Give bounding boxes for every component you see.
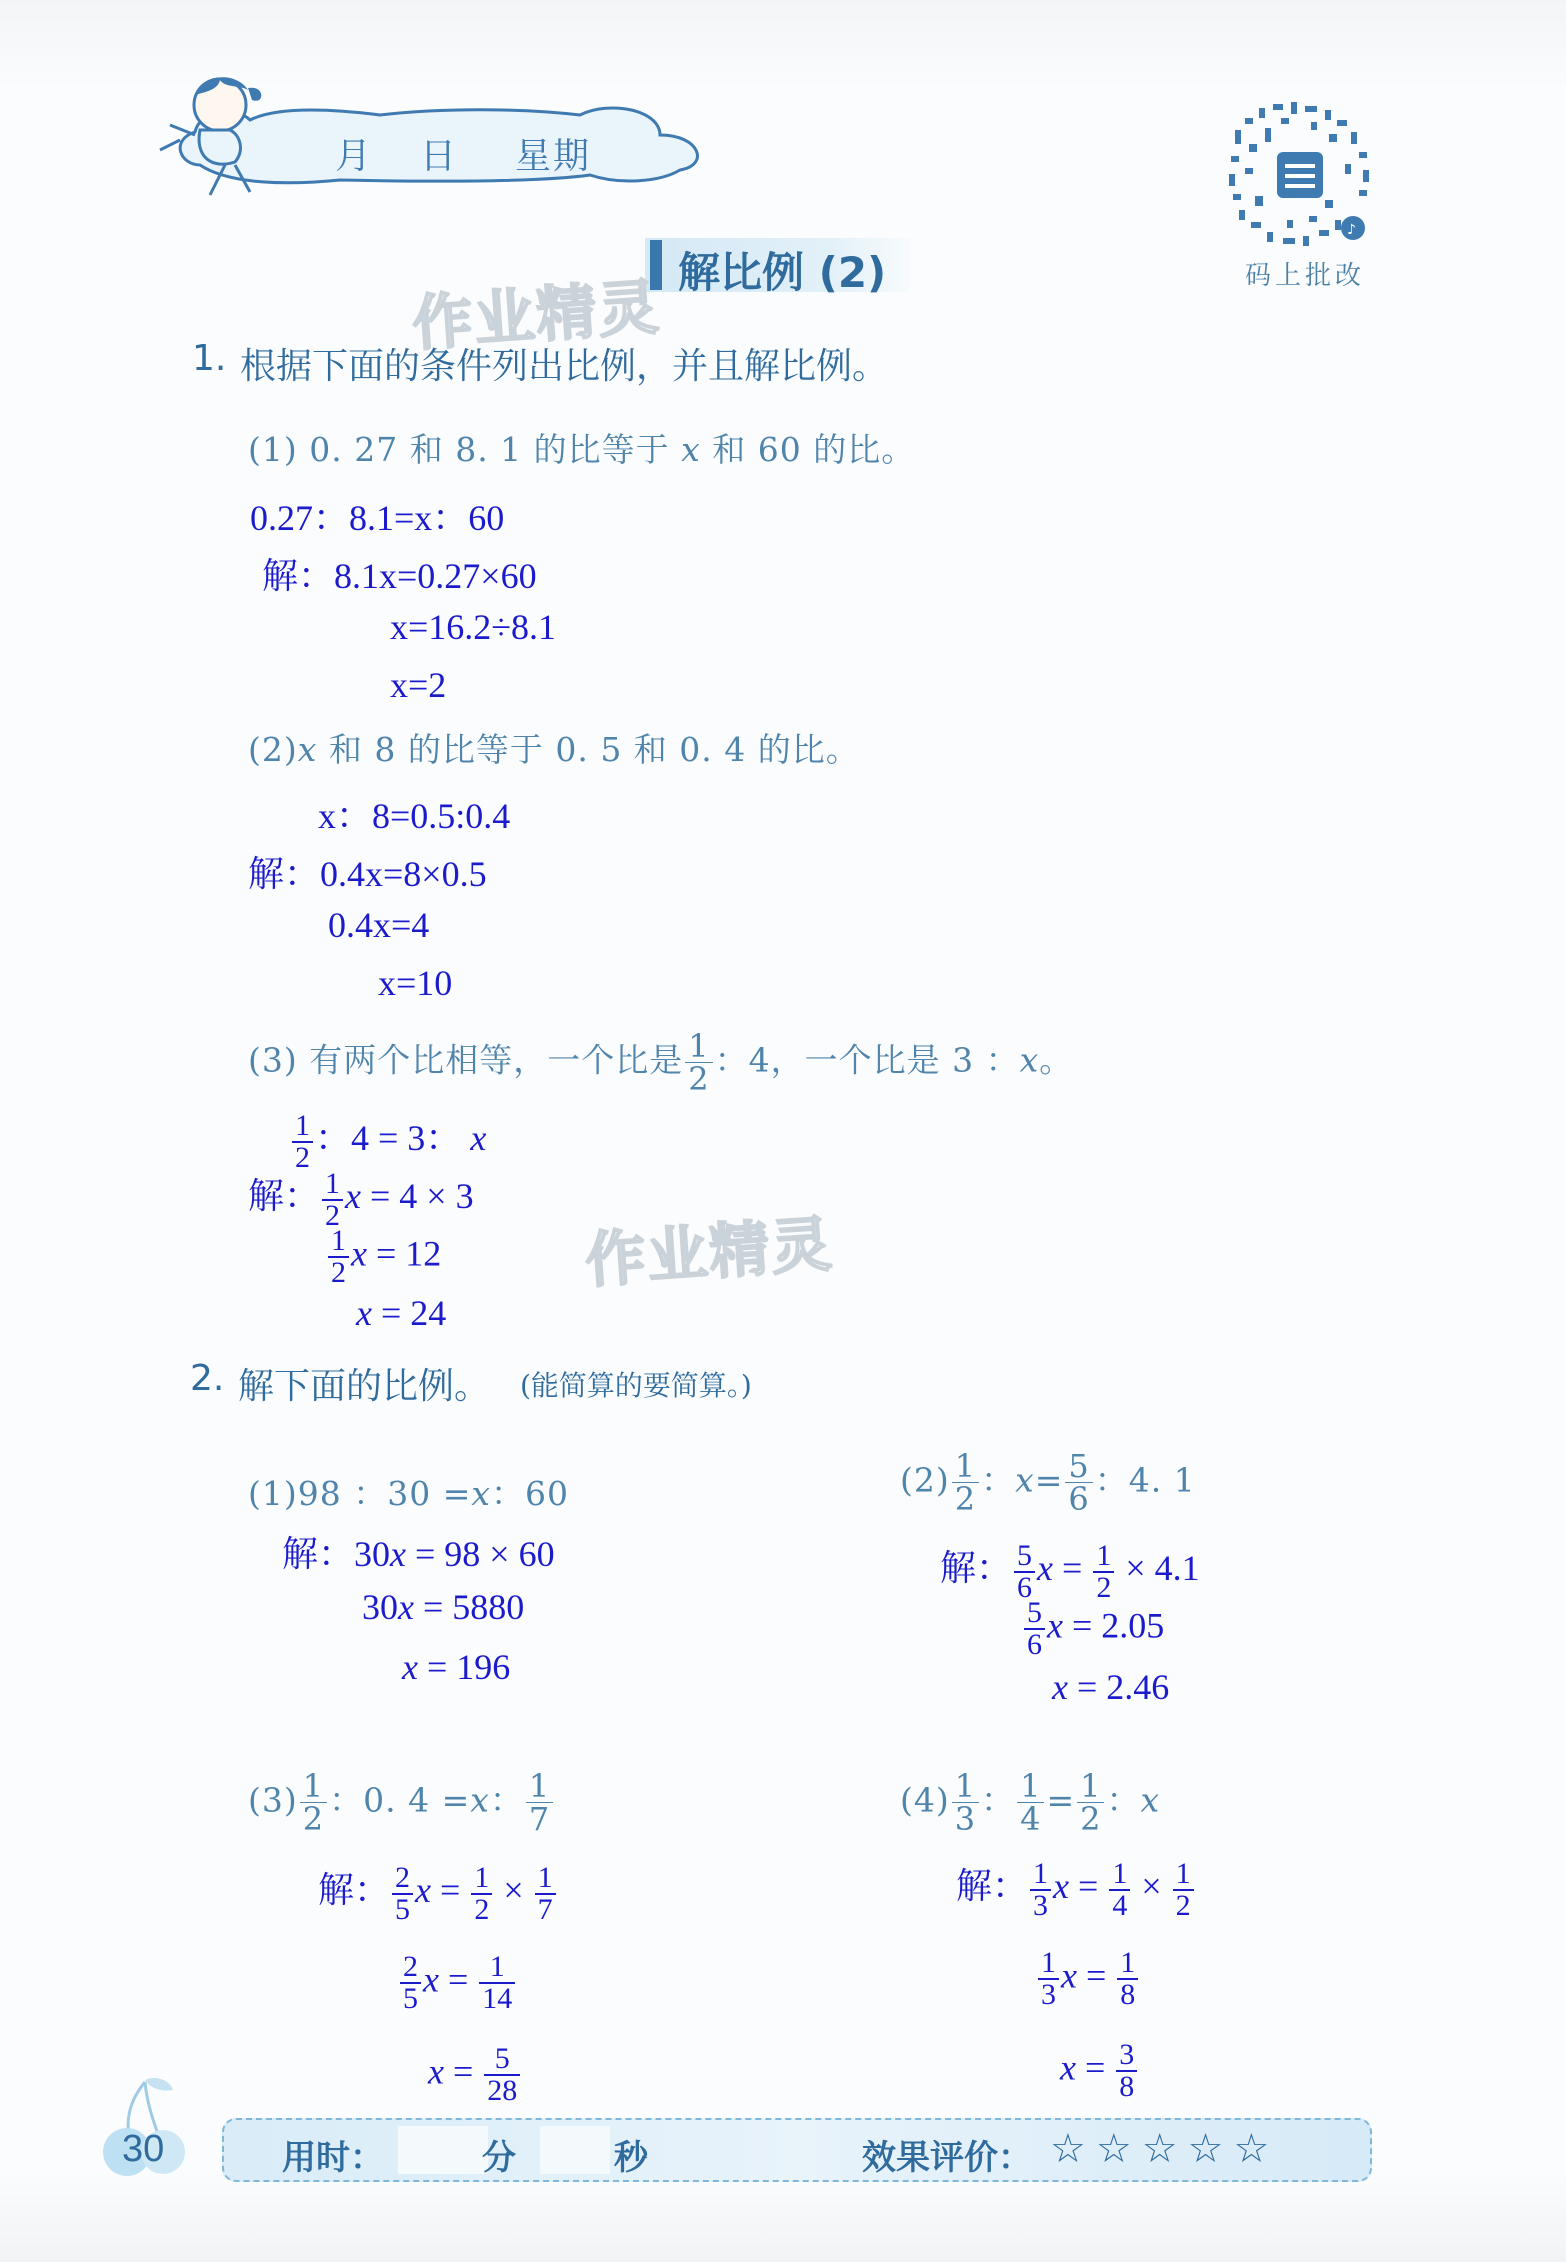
answer-2-4-line1: 解： $\frac{1}{3}$ x = $\frac{1}{4}$ × $\frac{1}{2}$ xyxy=(956,1858,1196,1921)
q2-var: x xyxy=(297,730,318,769)
rating-label: 效果评价： xyxy=(862,2138,1032,2178)
q3-text-c: 。 xyxy=(1039,1040,1074,1080)
minute-label: 分 xyxy=(482,2138,516,2178)
problem-2-2: (2) $\frac{1}{2}$ ：x= $\frac{5}{6}$ ：4. 1 xyxy=(900,1447,1196,1518)
q3-text-b: ：4，一个比是 3 ： xyxy=(714,1040,1020,1080)
q1-text-a: 0. 27 和 8. 1 的比等于 xyxy=(309,430,670,469)
answer-2-1-line2: 30x = 5880 xyxy=(362,1587,525,1627)
q1-label: (1) xyxy=(248,430,298,469)
answer-1-2-line1: x：8=0.5:0.4 xyxy=(318,796,511,836)
answer-1-1-line1: 0.27：8.1=x：60 xyxy=(250,498,505,538)
answer-1-2-line4: x=10 xyxy=(378,963,453,1003)
answer-1-1-line2: 解：8.1x=0.27×60 xyxy=(262,556,537,596)
svg-text:♪: ♪ xyxy=(1347,222,1356,238)
answer-1-1-line4: x=2 xyxy=(390,665,447,705)
answer-1-2-line3: 0.4x=4 xyxy=(328,905,430,945)
q3-var: x xyxy=(1019,1040,1040,1080)
q3-text-a: 有两个比相等，一个比是 xyxy=(309,1040,684,1080)
answer-2-1-line3: x = 196 xyxy=(402,1647,511,1687)
question-1-1 xyxy=(248,424,915,471)
question-1-2 xyxy=(248,724,860,771)
qr-code-icon[interactable] xyxy=(1225,100,1375,250)
answer-2-2-line2: $\frac{5}{6}$ x = 2.05 xyxy=(1022,1598,1164,1660)
second-input[interactable] xyxy=(540,2126,610,2174)
answer-1-3-line1: $\frac{1}{2}$ ：4 = 3： x xyxy=(290,1110,486,1173)
q2-text: 和 8 的比等于 0. 5 和 0. 4 的比。 xyxy=(328,730,860,769)
section2-note: (能简算的要简算。) xyxy=(520,1369,752,1402)
section1-number: 1. xyxy=(192,338,227,379)
q1-text-b: 和 60 的比。 xyxy=(712,430,916,469)
section1-heading: 根据下面的条件列出比例，并且解比例。 xyxy=(240,346,889,387)
problem-2-4: (4) $\frac{1}{3}$ ： $\frac{1}{4}$ = $\frac{1}{2}$ ：x xyxy=(900,1767,1161,1838)
answer-1-2-line2: 解：0.4x=8×0.5 xyxy=(248,854,487,894)
problem-2-1: (1)98 ：30 =x：60 xyxy=(248,1474,569,1513)
q1-var: x xyxy=(681,430,701,469)
answer-1-3-line4: x = 24 xyxy=(356,1293,447,1333)
answer-2-2-line1: 解： $\frac{5}{6}$ x = $\frac{1}{2}$ × 4.1 xyxy=(940,1538,1200,1604)
answer-2-2-line3: x = 2.46 xyxy=(1052,1667,1170,1707)
weekday-label: 星期 xyxy=(515,136,592,177)
answer-2-3-line2: $\frac{2}{5}$ x = $\frac{1}{14}$ xyxy=(398,1952,517,2014)
q3-fraction: $\frac{1}{2}$ xyxy=(685,1030,712,1095)
section2-heading: 解下面的比例。 xyxy=(238,1366,491,1407)
rating-stars[interactable]: ☆☆☆☆☆ xyxy=(1050,2126,1280,2172)
answer-1-1-line3: x=16.2÷8.1 xyxy=(390,607,557,647)
answer-2-3-line1: 解： $\frac{2}{5}$ x = $\frac{1}{2}$ × $\frac{1}{7}$ xyxy=(318,1862,558,1925)
answer-2-4-line2: $\frac{1}{3}$ x = $\frac{1}{8}$ xyxy=(1036,1948,1140,2010)
section2-number: 2. xyxy=(190,1358,225,1399)
time-label: 用时： xyxy=(282,2138,384,2178)
month-label: 月 xyxy=(335,136,374,177)
page-title: 解比例 (2) xyxy=(678,248,887,297)
watermark-top: 作业精灵 xyxy=(410,272,663,360)
page-number: 30 xyxy=(122,2128,165,2170)
minute-input[interactable] xyxy=(398,2126,488,2174)
question-1-3 xyxy=(248,1027,1074,1098)
problem-2-3: (3) $\frac{1}{2}$ ：0. 4 =x： $\frac{1}{7}$ xyxy=(248,1770,555,1835)
q3-label: (3) xyxy=(248,1040,298,1080)
answer-1-3-line2: 解： $\frac{1}{2}$ x = 4 × 3 xyxy=(248,1166,474,1232)
qr-caption: 码上批改 xyxy=(1245,261,1366,291)
answer-1-3-line3: $\frac{1}{2}$ x = 12 xyxy=(326,1226,441,1288)
second-label: 秒 xyxy=(614,2138,648,2178)
answer-2-3-line3: x = $\frac{5}{28}$ xyxy=(428,2044,522,2106)
day-label: 日 xyxy=(420,136,459,177)
answer-2-1-line1: 解：30x = 98 × 60 xyxy=(282,1534,555,1574)
watermark-middle: 作业精灵 xyxy=(583,1209,836,1297)
q2-label: (2) xyxy=(248,730,298,769)
answer-2-4-line3: x = $\frac{3}{8}$ xyxy=(1060,2040,1139,2102)
